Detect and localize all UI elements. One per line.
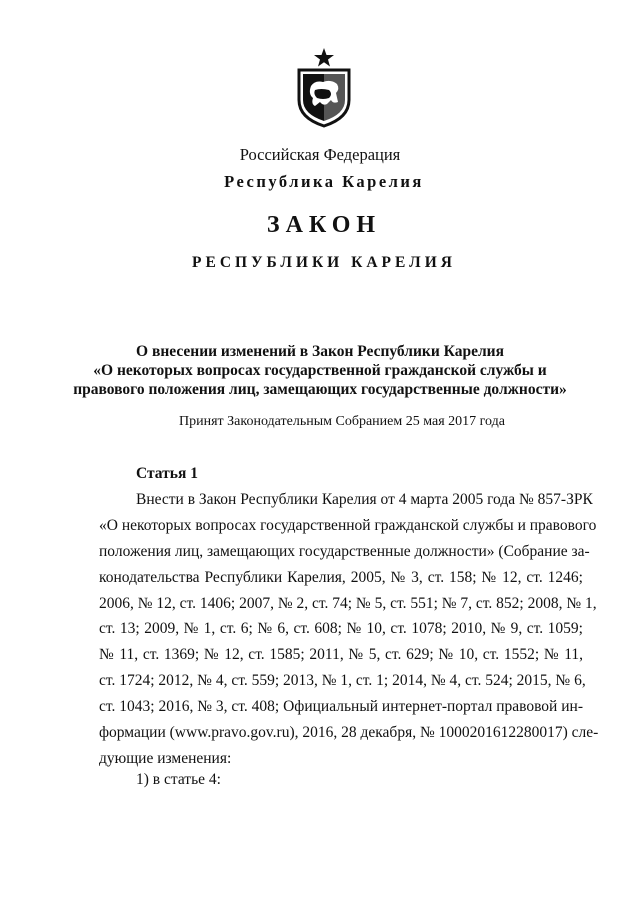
article-body	[99, 487, 599, 772]
law-title-line: правового положения лиц, замещающих государственные должности»	[73, 381, 567, 398]
republic-name: Республика Карелия	[224, 172, 424, 191]
article-body-line: Внести в Закон Республики Карелия от 4 марта 2005 года № 857-ЗРК	[136, 491, 593, 508]
law-title-line: «О некоторых вопросах государственной гражданской службы и	[93, 362, 547, 379]
coat-of-arms-karelia-icon	[293, 46, 355, 128]
article-body-line: дующие изменения:	[99, 749, 232, 767]
article-body-line: ст. 13; 2009, № 1, ст. 6; № 6, ст. 608; № 10, ст. 1078; 2010, № 9, ст. 1059;	[99, 620, 583, 638]
country-name: Российская Федерация	[239, 145, 401, 164]
article-body-line: формации (www.pravo.gov.ru), 2016, 28 декабря, № 1000201612280017) сле-	[99, 724, 599, 742]
document-issuer: РЕСПУБЛИКИ КАРЕЛИЯ	[192, 254, 456, 271]
document-type: ЗАКОН	[266, 212, 382, 238]
adoption-note: Принят Законодательным Собранием 25 мая 2017 года	[179, 414, 505, 429]
article-heading: Статья 1	[136, 465, 198, 482]
article-body-line: ст. 1043; 2016, № 3, ст. 408; Официальный интернет-портал правовой ин-	[99, 698, 583, 716]
article-body-line: конодательства Республики Карелия, 2005, № 3, ст. 158; № 12, ст. 1246;	[99, 568, 583, 586]
article-body-line: «О некоторых вопросах государственной гражданской службы и правового	[99, 516, 597, 534]
law-title-line: О внесении изменений в Закон Республики Карелия	[136, 343, 504, 360]
list-item: 1) в статье 4:	[136, 771, 221, 788]
law-title	[60, 342, 580, 399]
article-body-line: 2006, № 12, ст. 1406; 2007, № 2, ст. 74; № 5, ст. 551; № 7, ст. 852; 2008, № 1,	[99, 594, 597, 612]
article-body-line: № 11, ст. 1369; № 12, ст. 1585; 2011, № 5, ст. 629; № 10, ст. 1552; № 11,	[99, 646, 583, 664]
article-body-line: положения лиц, замещающих государственные должности» (Собрание за-	[99, 542, 590, 560]
article-body-line: ст. 1724; 2012, № 4, ст. 559; 2013, № 1, ст. 1; 2014, № 4, ст. 524; 2015, № 6,	[99, 672, 586, 690]
